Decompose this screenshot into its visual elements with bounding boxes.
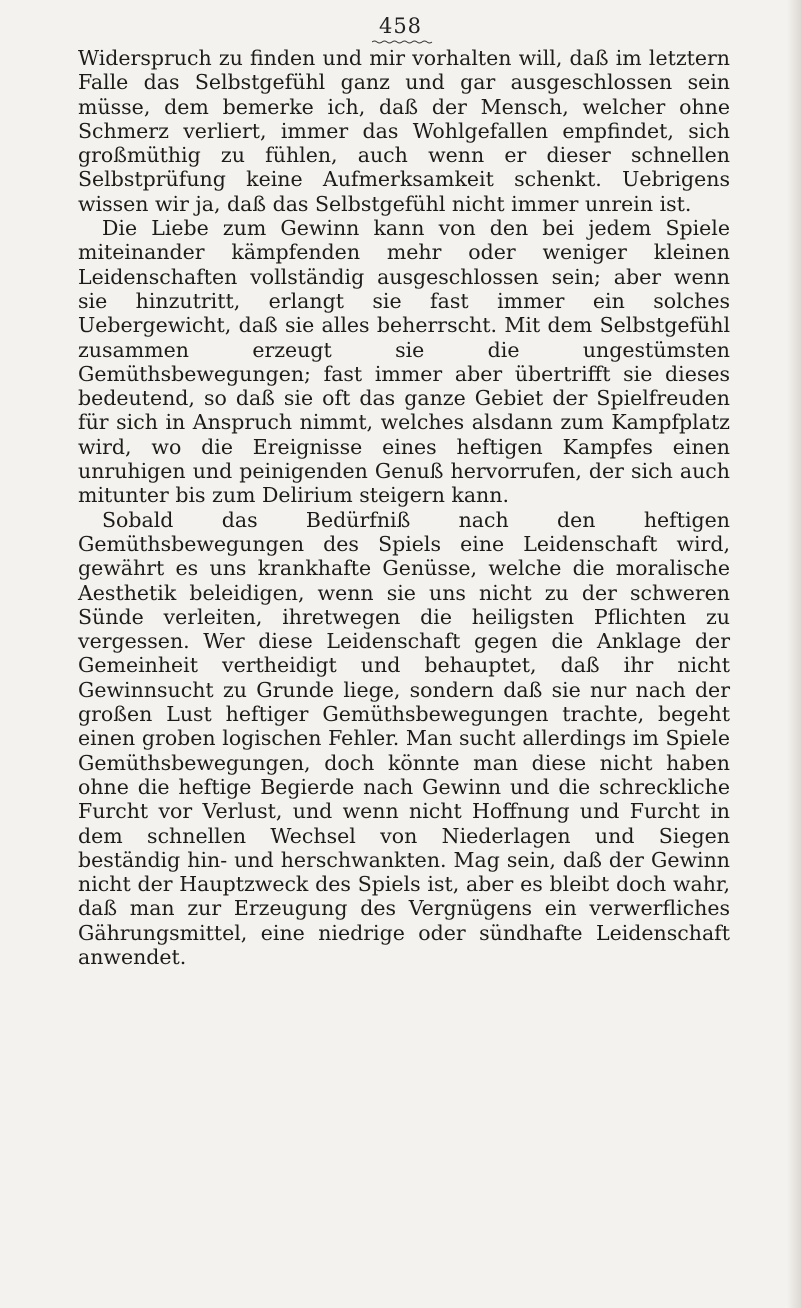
page-number: 458 — [378, 14, 423, 38]
paragraph-3: Sobald das Bedürfniß nach den heftigen Gemüthsbewegungen des Spiels eine Leidenschaft wird, gewährt es uns krankhafte Genüsse, welche die moralische Aesthetik beleidigen, wenn sie uns nicht zu der schweren Sünde verleiten, ihretwegen die heiligsten Pflichten zu vergessen. Wer diese Leidenschaft gegen die Anklage der Gemeinheit vertheidigt und behauptet, daß ihr nicht Gewinnsucht zu Grunde liege, sondern daß sie nur nach der großen Lust heftiger Gemüthsbewegungen trachte, begeht einen groben logischen Fehler. Man sucht allerdings im Spiele Gemüthsbewegungen, doch könnte man diese nicht haben ohne die heftige Begierde nach Gewinn und die schreckliche Furcht vor Verlust, und wenn nicht Hoffnung und Furcht in dem schnellen Wechsel von Niederlagen und Siegen beständig hin- und herschwankten. Mag sein, daß der Gewinn nicht der Hauptzweck des Spiels ist, aber es bleibt doch wahr, daß man zur Erzeugung des Vergnügens ein verwerfliches Gährungsmittel, eine niedrige oder sündhafte Leidenschaft anwendet. — [78, 507, 730, 969]
wavy-rule — [372, 40, 434, 44]
paragraph-2: Die Liebe zum Gewinn kann von den bei jedem Spiele miteinander kämpfenden mehr oder weniger kleinen Leidenschaften vollständig ausgeschlossen sein; aber wenn sie hinzutritt, erlangt sie fast immer ein solches Uebergewicht, daß sie alles beherrscht. Mit dem Selbstgefühl zusammen erzeugt sie die ungestümsten Gemüthsbewegungen; fast immer aber übertrifft sie dieses bedeutend, so daß sie oft das ganze Gebiet der Spielfreuden für sich in Anspruch nimmt, welches alsdann zum Kampfplatz wird, wo die Ereignisse eines heftigen Kampfes einen unruhigen und peinigenden Genuß hervorrufen, der sich auch mitunter bis zum Delirium steigern kann. — [78, 216, 730, 508]
paragraph-1: Widerspruch zu finden und mir vorhalten will, daß im letztern Falle das Selbstgefühl ganz und gar ausgeschlossen sein müsse, dem bemerke ich, daß der Mensch, welcher ohne Schmerz verliert, immer das Wohlgefallen empfindet, sich großmüthig zu fühlen, auch wenn er dieser schnellen Selbstprüfung keine Aufmerksamkeit schenkt. Uebrigens wissen wir ja, daß das Selbstgefühl nicht immer unrein ist. — [78, 46, 730, 216]
body-text — [78, 46, 730, 969]
page-edge-shadow — [787, 0, 801, 1308]
page-header — [0, 14, 801, 38]
